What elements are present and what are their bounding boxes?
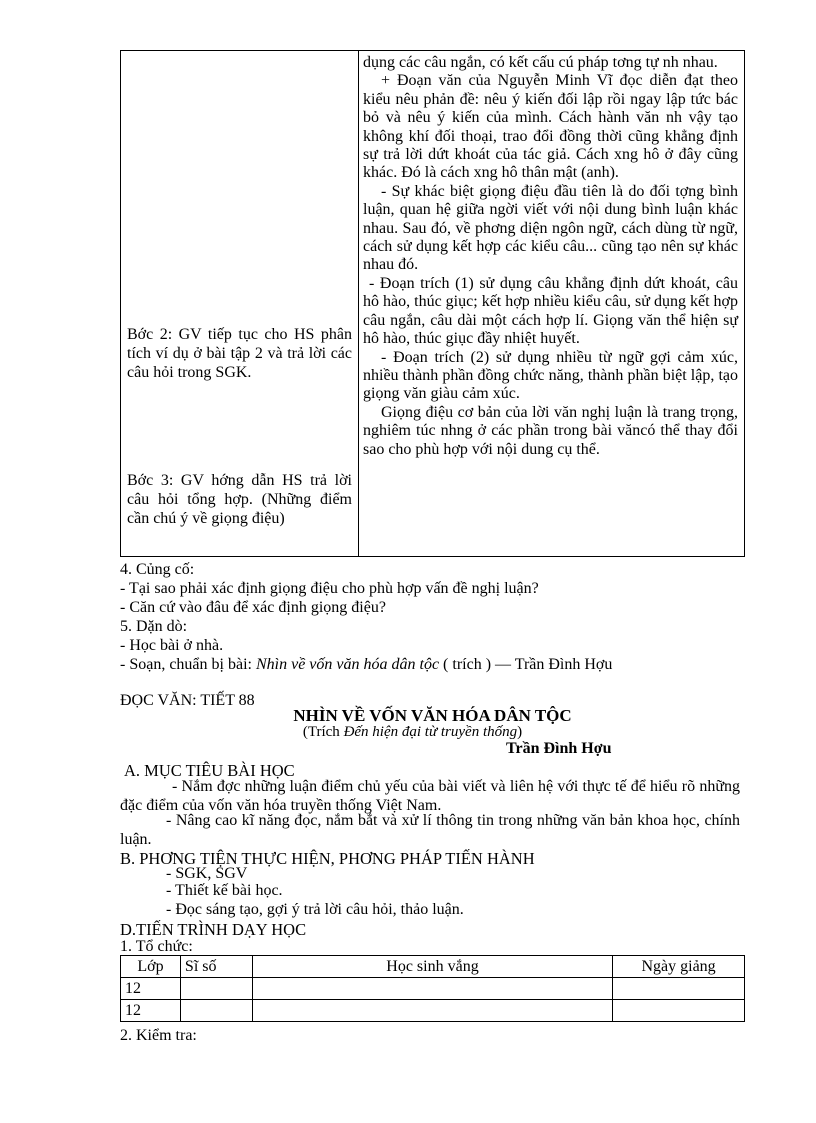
content-paragraph: Giọng điệu cơ bản của lời văn nghị luận là trang trọng, nghiêm túc nhng ở các phần trong bài văncó thể thay đổi sao cho phù hợp với nội dung cụ thể. xyxy=(363,403,738,458)
homework-prefix: - Soạn, chuẩn bị bài: xyxy=(120,656,256,673)
header-absent: Học sinh vắng xyxy=(252,956,612,978)
consolidation-item: - Tại sao phải xác định giọng điệu cho phù hợp vấn đề nghị luận? xyxy=(120,580,539,597)
class-cell: 12 xyxy=(121,1000,181,1022)
class-cell: 12 xyxy=(121,978,181,1000)
date-cell xyxy=(613,1000,745,1022)
lesson-label: ĐỌC VĂN: TIẾT 88 xyxy=(120,692,255,709)
absent-cell xyxy=(252,978,612,1000)
homework-reading-title: Nhìn về vốn văn hóa dân tộc xyxy=(255,656,440,673)
content-paragraph: - Sự khác biệt giọng điệu đầu tiên là do đối tợng bình luận, quan hệ giữa ngời viết với nội dung bình luận khác nhau. Sau đó, về phơng diện ngôn ngữ, cách dùng từ ngữ, cách sử dụng kết hợp các kiểu câu... cũng tạo nên sự khác nhau đó. xyxy=(363,182,738,274)
date-cell xyxy=(613,978,745,1000)
absent-cell xyxy=(252,1000,612,1022)
section-b-item: - Đọc sáng tạo, gợi ý trả lời câu hỏi, thảo luận. xyxy=(166,901,464,918)
homework-heading: 5. Dặn dò: xyxy=(120,618,188,635)
section-a-heading: A. MỤC TIÊU BÀI HỌC xyxy=(124,761,295,780)
subtitle-source: Đến hiện đại từ truyền thống xyxy=(343,724,518,740)
section-d-heading: D.TIẾN TRÌNH DẠY HỌC xyxy=(120,920,307,939)
attendance-table xyxy=(120,955,745,1022)
subtitle-prefix: (Trích xyxy=(302,724,344,740)
homework-suffix: ( trích ) — Trần Đình Hợu xyxy=(439,656,613,673)
lesson-subtitle xyxy=(100,724,725,741)
table-row xyxy=(121,978,745,1000)
table-row xyxy=(121,1000,745,1022)
homework-item xyxy=(120,655,612,674)
organization-step: 1. Tổ chức: xyxy=(120,938,193,955)
subtitle-suffix: ) xyxy=(517,724,523,740)
homework-item: - Học bài ở nhà. xyxy=(120,637,224,654)
content-paragraph: dụng các câu ngắn, có kết cấu cú pháp tơng tự nh nhau. xyxy=(363,54,718,71)
content-column xyxy=(363,54,738,459)
section-a-paragraph: - Nâng cao kĩ năng đọc, nắm bắt và xử lí thông tin trong những văn bản khoa học, chính luận. xyxy=(120,812,740,848)
lesson-title: NHÌN VỀ VỐN VĂN HÓA DÂN TỘC xyxy=(293,706,572,725)
header-size: Sĩ số xyxy=(180,956,252,978)
consolidation-item: - Căn cứ vào đâu để xác định giọng điệu? xyxy=(120,599,386,616)
section-b-heading: B. PHƠNG TIỆN THỰC HIỆN, PHƠNG PHÁP TIẾN HÀNH xyxy=(120,849,535,868)
step-2-text: Bớc 2: GV tiếp tục cho HS phân tích ví dụ ở bài tập 2 và trả lời các câu hỏi trong SGK. xyxy=(127,326,352,381)
section-b-item: - Thiết kế bài học. xyxy=(166,882,283,899)
attendance-header-row xyxy=(121,956,745,978)
step-3-text: Bớc 3: GV hớng dẫn HS trả lời câu hỏi tổng hợp. (Những điểm cần chú ý về giọng điệu) xyxy=(127,472,352,527)
consolidation-heading: 4. Củng cố: xyxy=(120,561,195,578)
content-paragraph: + Đoạn văn của Nguyễn Minh Vĩ đọc diễn đạt theo kiểu nêu phản đề: nêu ý kiến đối lập rồi ngay lập tức bác bỏ và nêu ý kiến của mình. Cách hành văn nh vậy tạo không khí đối thoại, trao đổi đồng thời cũng khẳng định sự trả lời dứt khoát của tác giả. Cách xng hô ở đây cũng khác. Đó là cách xng hô thân mật (anh). xyxy=(363,72,738,182)
header-date: Ngày giảng xyxy=(613,956,745,978)
activity-table xyxy=(120,50,745,557)
column-divider xyxy=(358,51,359,556)
check-step: 2. Kiểm tra: xyxy=(120,1027,197,1044)
size-cell xyxy=(180,1000,252,1022)
content-paragraph: - Đoạn trích (1) sử dụng câu khẳng định dứt khoát, câu hô hào, thúc giục; kết hợp nhiều kiểu câu, sử dụng kết hợp câu ngắn, câu dài một cách hợp lí. Giọng văn thể hiện sự hô hào, thúc giục đầy nhiệt huyết. xyxy=(363,274,738,348)
lesson-author: Trần Đình Hợu xyxy=(506,740,612,757)
section-a-paragraph: - Nắm đợc những luận điểm chủ yếu của bài viết và liên hệ với thực tế để hiểu rõ những đặc điểm của vốn văn hóa truyền thống Việt Nam. xyxy=(120,778,740,814)
size-cell xyxy=(180,978,252,1000)
header-class: Lớp xyxy=(121,956,181,978)
content-paragraph: - Đoạn trích (2) sử dụng nhiều từ ngữ gợi cảm xúc, nhiều thành phần đồng chức năng, thành phần biệt lập, tạo giọng văn giàu cảm xúc. xyxy=(363,348,738,403)
section-b-item: - SGK, SGV xyxy=(166,865,248,882)
